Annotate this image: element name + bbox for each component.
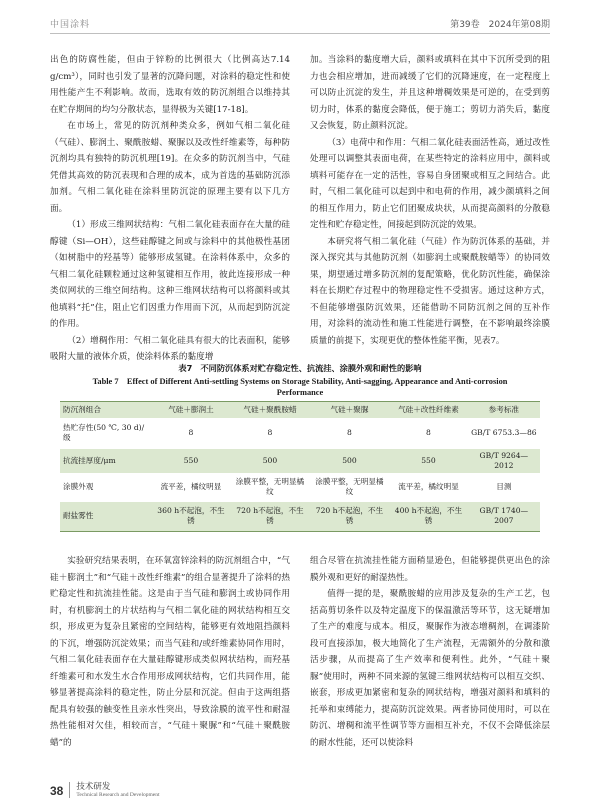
section-title-chinese: 技术研发 bbox=[76, 782, 111, 792]
table-cell: 8 bbox=[347, 428, 352, 437]
table-cell: 400 h不起泡，不生锈 bbox=[389, 502, 468, 532]
table-header-cell: 参考标准 bbox=[468, 402, 540, 418]
paragraph: 加。当涂料的黏度增大后，颜料或填料在其中下沉所受到的阻力也会相应增加，进而减缓了它们的沉降速度，在一定程度上可以防止沉淀的发生，并且这种增稠效果是可逆的，在受到剪切力时，体系的黏度会降低，便于施工；剪切力消失后，黏度又会恢复，防止颜料沉淀。 bbox=[310, 55, 550, 131]
issue-info: 第39卷 2024年第08期 bbox=[450, 19, 550, 30]
paragraph: 本研究将气相二氧化硅（气硅）作为防沉体系的基础，并深入探究其与其他防沉剂（如膨润土或聚酰胺蜡等）的协同效果，期望通过增多防沉剂的复配策略，优化防沉性能，确保涂料在长期贮存过程中的物理稳定性不受损害。通过这种方式，不但能够增强防沉效果，还能借助不同防沉剂之间的互补作用，对涂料的流动性和施工性能进行调整，在不影响最终涂膜质量的前提下，实现更优的整体性能平衡，见表7。 bbox=[310, 236, 550, 346]
table-header-cell: 气硅＋聚脲 bbox=[310, 402, 389, 418]
footer-divider bbox=[69, 782, 70, 798]
table-cell: 热贮存性(50 ℃, 30 d)/级 bbox=[63, 423, 145, 442]
paragraph: 值得一提的是，聚酰胺蜡的应用涉及复杂的生产工艺，包括高剪切条件以及特定温度下的保温激活等环节，这无疑增加了生产的难度与成本。相反，聚脲作为液态增稠剂，在调漆阶段可直接添加，极大地简化了生产流程，无需额外的分散和激活步骤，从而提高了生产效率和便利性。此外，“气硅＋聚脲”使用时，两种不同来源的氢键三维网状结构可以相互交织、嵌套，形成更加紧密和复杂的网状结构，增强对颜料和填料的托举和束缚能力，提高防沉淀效果。两者协同使用时，可以在防沉、增稠和流平性调节等方面相互补充，不仅不会降低涂层的耐水性能，还可以使涂料 bbox=[310, 589, 550, 748]
table-header-row bbox=[60, 402, 540, 418]
paragraph: 实验研究结果表明，在环氧富锌涂料的防沉剂组合中，“气硅＋膨润土”和“气硅＋改性纤维素”的组合显著提升了涂料的热贮稳定性和抗流挂性能。这是由于当气硅和膨润土或协同作用时，有机膨润土的片状结构与气相二氧化硅的网状结构相互交织，形成更为复杂且紧密的空间结构，能够更有效地阻挡颜料的下沉，增强防沉淀效果；而当气硅和/或纤维素协同作用时，气相二氧化硅表面存在大量硅醇键形成类似网状结构，而羟基纤维素可和水发生水合作用形成网状结构，它们共同作用，能够显著提高涂料的稳定性，防止分层和沉淀。但由于这两组搭配具有较强的触变性且亲水性突出，导致涂膜的流平性和耐湿热性能相对欠佳，相较而言，“气硅＋聚脲”和“气硅＋聚酰胺蜡”的 bbox=[50, 556, 290, 748]
page-footer bbox=[50, 780, 160, 798]
text-column-left-bottom bbox=[50, 553, 290, 768]
table-row bbox=[60, 449, 540, 473]
table-header-cell: 防沉剂组合 bbox=[60, 402, 152, 418]
paragraph: （1）形成三维网状结构：气相二氧化硅表面存在大量的硅醇键（Si—OH），这些硅醇键之间或与涂料中的其他极性基团（如树脂中的羟基等）能够形成氢键。在涂料体系中，众多的气相二氧化硅颗粒通过这种氢键相互作用，彼此连接形成一种类似网状的三维空间结构。这种三维网状结构可以将颜料或其他填料“托”住，阻止它们因重力作用而下沉，从而起到防沉淀的作用。 bbox=[50, 220, 290, 329]
paragraph: 出色的防腐性能，但由于锌粉的比例很大（比例高达7.14 g/cm³），同时也引发了显著的沉降问题，对涂料的稳定性和使用性能产生不利影响。故而，选取有效的防沉剂组合以维持其在贮存期间的均匀分散状态，显得极为关键[17-18]。 bbox=[50, 55, 290, 115]
table-caption-chinese: 表7 不同防沉体系对贮存稳定性、抗流挂、涂膜外观和耐性的影响 bbox=[178, 363, 422, 373]
table-row bbox=[60, 473, 540, 502]
table-row bbox=[60, 502, 540, 532]
table-cell: GB/T 1740—2007 bbox=[468, 502, 540, 532]
table-cell: 流平差，橘纹明显 bbox=[398, 482, 459, 491]
table-cell: 8 bbox=[267, 428, 273, 437]
table-cell: 550 bbox=[389, 449, 468, 473]
table-cell: 8 bbox=[188, 428, 194, 437]
page-header bbox=[50, 14, 550, 32]
table-caption-english: Table 7 Effect of Different Anti-settling Systems on Storage Stability, Anti-sagging, Appearance and Anti-corrosion Performance bbox=[92, 377, 508, 397]
table-cell: 8 bbox=[426, 428, 431, 437]
table-cell: 500 bbox=[230, 449, 309, 473]
table-cell: 抗流挂厚度/μm bbox=[60, 449, 152, 473]
table-cell: 涂膜外观 bbox=[63, 482, 94, 491]
text-column-right-bottom bbox=[310, 553, 550, 768]
table-cell: 涂膜平整，无明显橘纹 bbox=[235, 477, 305, 496]
header-divider bbox=[50, 33, 550, 34]
text-column-right-top bbox=[310, 52, 550, 352]
journal-name: 中国涂料 bbox=[50, 19, 91, 30]
table-cell: 550 bbox=[152, 449, 231, 473]
anti-settling-table bbox=[60, 401, 540, 532]
table-cell: GB/T 6753.3—86 bbox=[471, 428, 537, 437]
table-cell: 涂膜平整，无明显橘纹 bbox=[315, 477, 384, 496]
table-cell: 耐盐雾性 bbox=[60, 502, 152, 532]
table-header-cell: 气硅＋聚酰胺蜡 bbox=[230, 402, 309, 418]
section-label bbox=[76, 780, 159, 798]
text-column-left-top bbox=[50, 52, 290, 362]
section-title-english: Technical Research and Development bbox=[76, 792, 160, 798]
table-cell: 目测 bbox=[496, 482, 512, 491]
table-header-cell: 气硅＋膨润土 bbox=[152, 402, 231, 418]
table-cell: 360 h不起泡，不生锈 bbox=[152, 502, 231, 532]
page-number: 38 bbox=[50, 784, 64, 798]
paragraph: （3）电荷中和作用：气相二氧化硅表面活性高，通过改性处理可以调整其表面电荷，在某些特定的涂料应用中，颜料或填料可能存在一定的活性，容易自身团聚或相互之间结合。此时，气相二氧化硅可以起到中和电荷的作用，减少颜填料之间的相互作用力，防止它们团聚成块状，从而提高颜料的分散稳定性和贮存稳定性，间接起到防沉淀的效果。 bbox=[310, 137, 550, 230]
paragraph: （2）增稠作用：气相二氧化硅具有很大的比表面积，能够吸附大量的液体介质，使涂料体系的黏度增 bbox=[50, 335, 290, 362]
table-header-cell: 气硅＋改性纤维素 bbox=[389, 402, 468, 418]
table-cell: GB/T 9264—2012 bbox=[468, 449, 540, 473]
paragraph: 在市场上，常见的防沉剂种类众多，例如气相二氧化硅（气硅）、膨润土、聚酰胺蜡、聚脲以及改性纤维素等，每种防沉剂均具有独特的防沉机理[19]。在众多的防沉剂当中，气硅凭借其高效的防沉表现和合理的成本，成为首选的基础防沉添加剂。气相二氧化硅在涂料里防沉淀的原理主要有以下几方面。 bbox=[50, 121, 290, 214]
table-cell: 720 h不起泡，不生锈 bbox=[310, 502, 389, 532]
paragraph: 组合尽管在抗流挂性能方面稍显逊色，但能够提供更出色的涂膜外观和更好的耐湿热性。 bbox=[310, 556, 550, 583]
table-cell: 720 h不起泡，不生锈 bbox=[230, 502, 309, 532]
table-cell: 流平差，橘纹明显 bbox=[160, 482, 222, 491]
table-cell: 500 bbox=[310, 449, 389, 473]
table-row bbox=[60, 418, 540, 449]
